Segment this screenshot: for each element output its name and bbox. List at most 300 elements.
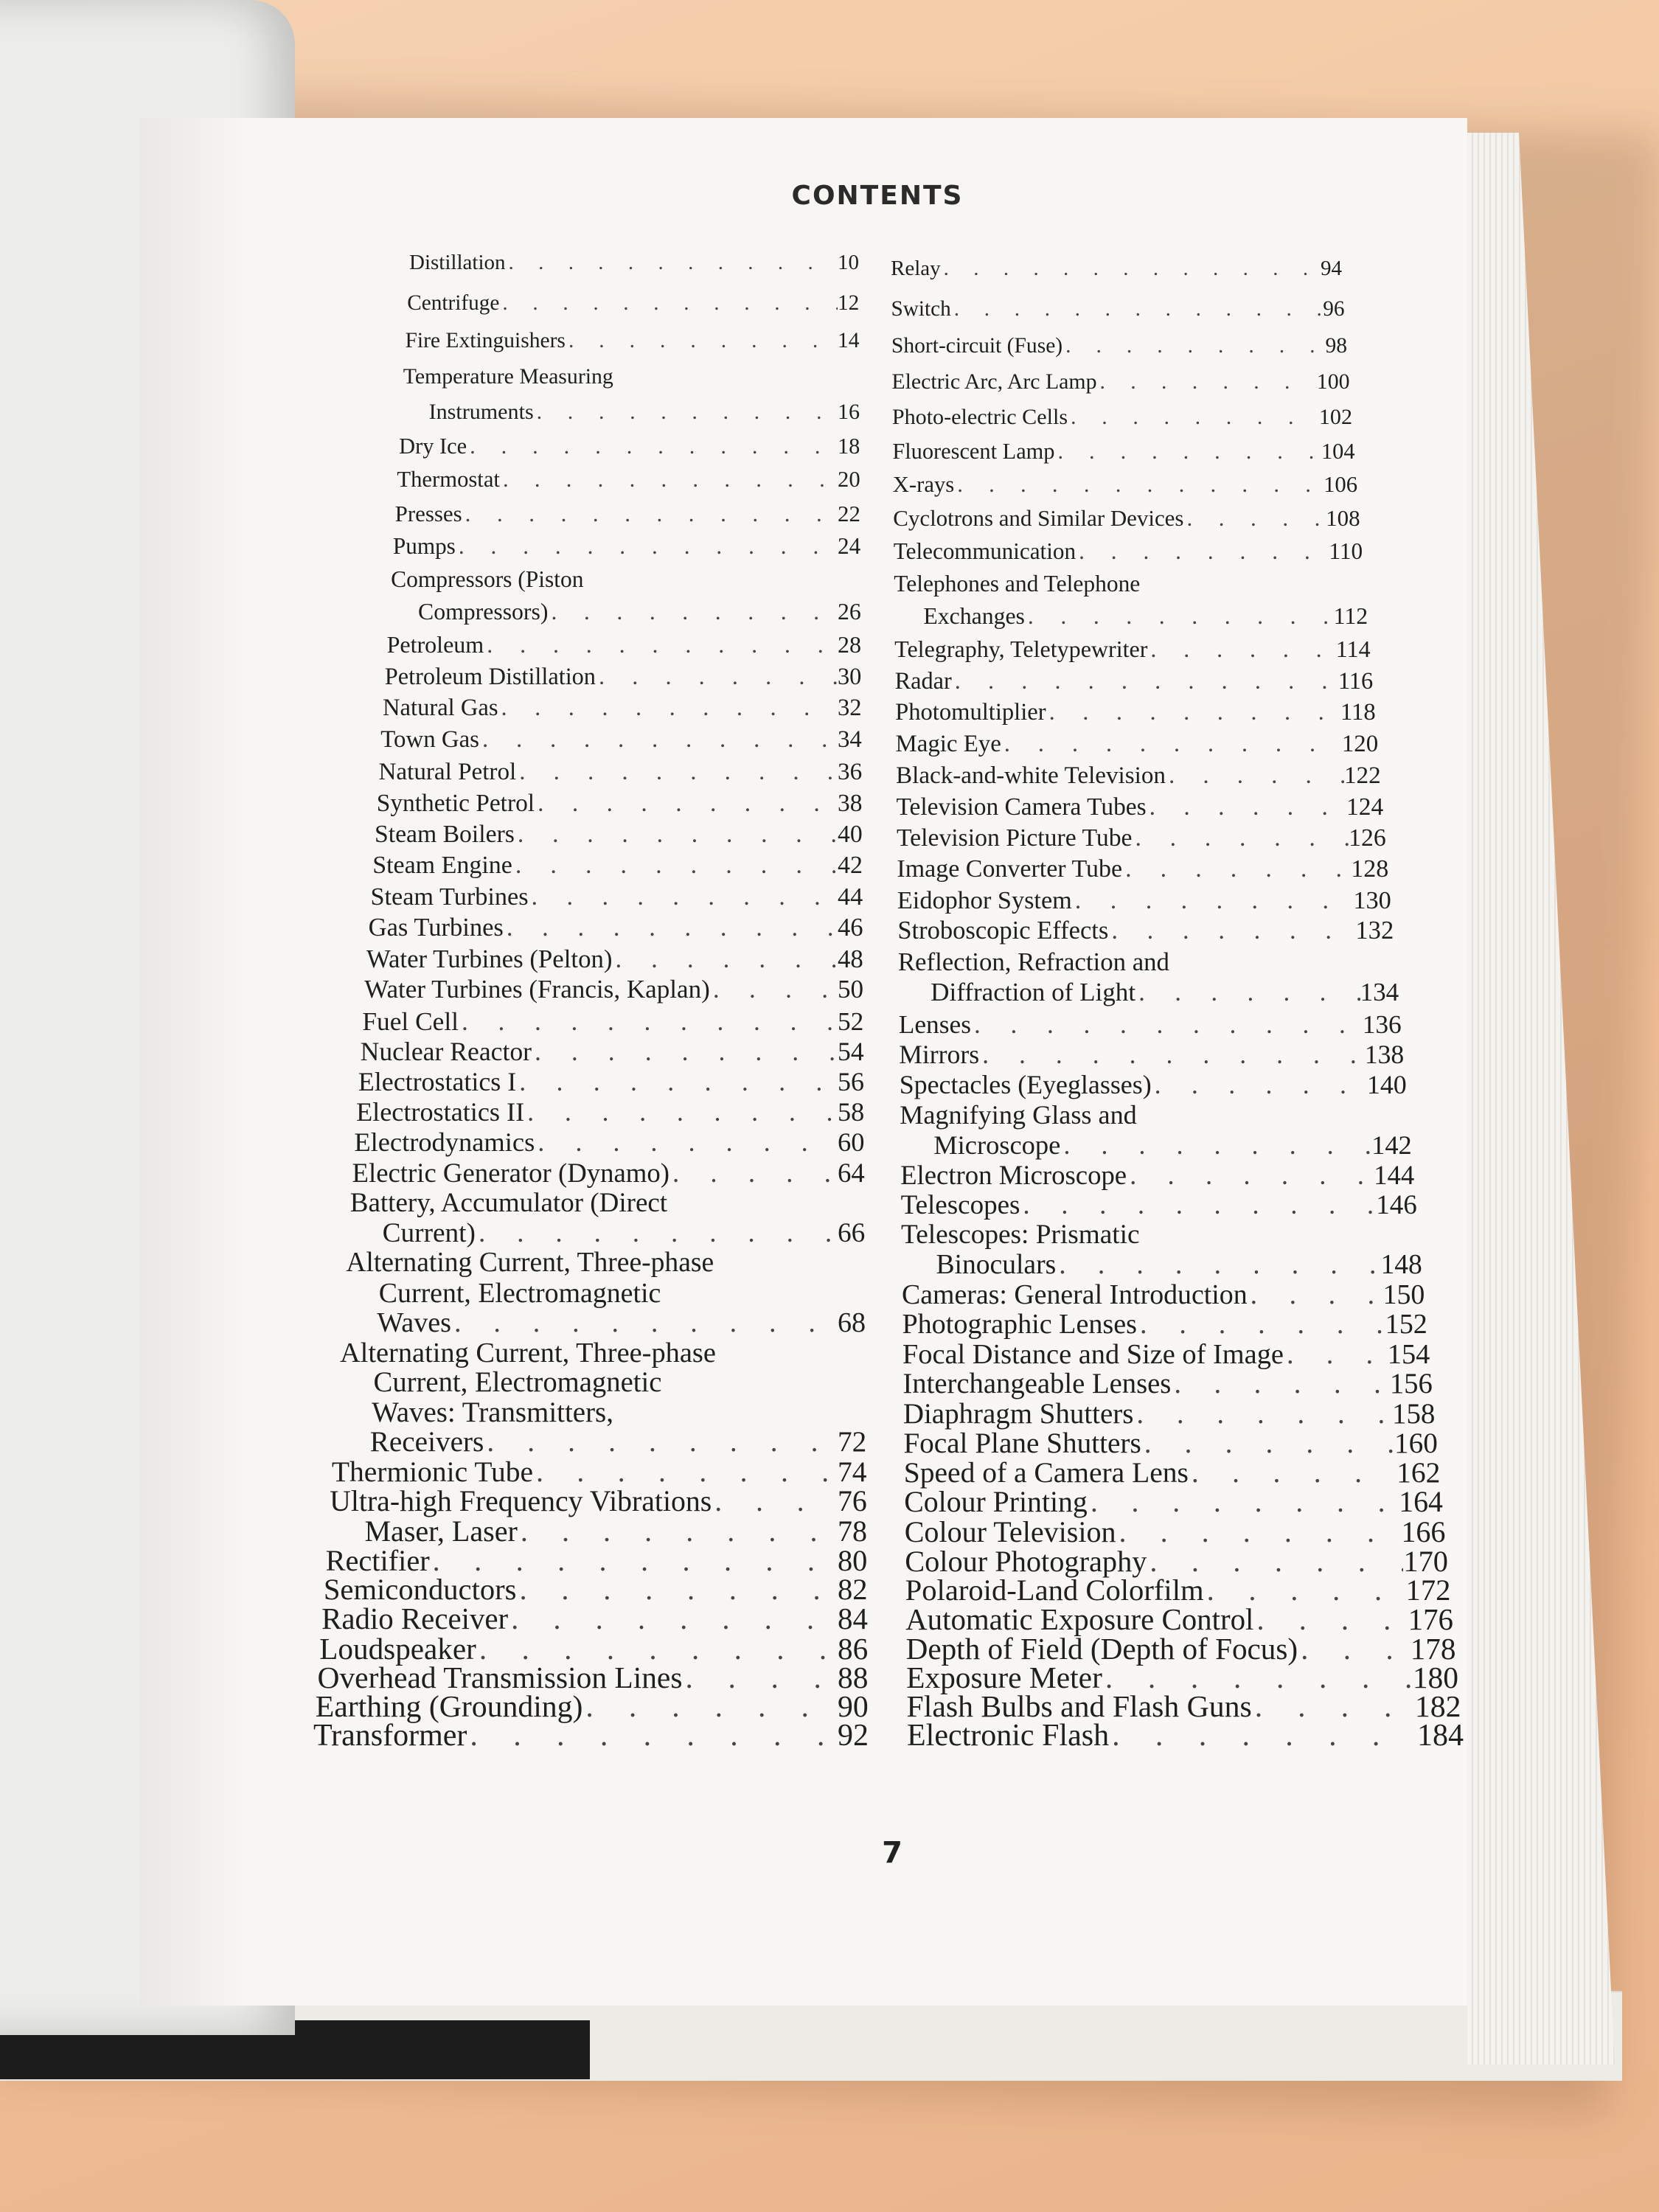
entry-page-number: 176	[1408, 1602, 1453, 1636]
entry-page-number: 16	[838, 399, 860, 425]
contents-entry	[891, 369, 1349, 394]
contents-entry	[898, 947, 1397, 977]
entry-page-number: 164	[1399, 1486, 1443, 1519]
entry-title: Focal Distance and Size of Image	[902, 1338, 1284, 1370]
entry-title: Overhead Transmission Lines	[317, 1660, 683, 1695]
contents-entry	[369, 914, 863, 942]
contents-entry	[891, 257, 1342, 281]
entry-title: Compressors)	[418, 598, 549, 625]
entry-title: Television Camera Tubes	[896, 793, 1147, 821]
dot-leader	[476, 1217, 838, 1249]
contents-entry	[397, 467, 860, 493]
contents-entry	[385, 663, 862, 690]
entry-page-number: 66	[838, 1217, 866, 1248]
entry-page-number: 156	[1389, 1368, 1433, 1399]
dot-leader	[479, 726, 838, 754]
entry-title: Presses	[394, 500, 462, 526]
page-number: 7	[882, 1836, 902, 1870]
entry-page-number: 160	[1394, 1427, 1438, 1459]
contents-entry	[936, 1249, 1422, 1281]
entry-title: Television Picture Tube	[896, 824, 1133, 852]
entry-page-number: 112	[1333, 602, 1368, 629]
entry-page-number: 12	[837, 291, 860, 316]
contents-entry	[892, 404, 1352, 430]
entry-title: Cyclotrons and Similar Devices	[893, 505, 1184, 532]
contents-entry	[370, 883, 863, 911]
contents-entry	[405, 329, 859, 353]
entry-page-number: 100	[1316, 369, 1350, 394]
entry-title: Distillation	[409, 251, 506, 274]
entry-title: Centrifuge	[407, 291, 500, 316]
entry-title: Fluorescent Lamp	[892, 438, 1055, 464]
entry-title: Waves	[377, 1307, 452, 1339]
dot-leader	[529, 883, 838, 911]
contents-entry	[902, 1279, 1425, 1311]
entry-title: Flash Bulbs and Flash Guns	[906, 1689, 1252, 1724]
contents-entry	[900, 1069, 1407, 1100]
entry-page-number: 184	[1417, 1719, 1464, 1753]
entry-title: Earthing (Grounding)	[315, 1689, 583, 1724]
entry-title: Photographic Lenses	[902, 1309, 1138, 1340]
entry-page-number: 52	[837, 1006, 864, 1036]
dot-leader	[1020, 1189, 1376, 1221]
entry-page-number: 96	[1323, 297, 1345, 321]
contents-entry	[383, 695, 862, 722]
contents-entry	[897, 824, 1386, 852]
contents-entry	[358, 1066, 864, 1097]
entry-title: Magic Eye	[895, 730, 1001, 757]
dot-leader	[462, 501, 838, 527]
dot-leader	[467, 434, 838, 459]
entry-title: Speed of a Camera Lens	[903, 1456, 1189, 1489]
entry-title: Colour Television	[904, 1514, 1116, 1548]
entry-page-number: 182	[1414, 1689, 1461, 1724]
dot-leader	[1171, 1368, 1390, 1400]
entry-page-number: 54	[838, 1037, 864, 1067]
dot-leader	[512, 852, 838, 880]
dot-leader	[1109, 1718, 1417, 1753]
entry-title: Relay	[891, 257, 941, 280]
contents-entry	[429, 399, 860, 425]
entry-page-number: 90	[838, 1689, 869, 1724]
entry-page-number: 46	[838, 914, 863, 942]
contents-entry	[902, 1338, 1430, 1371]
entry-title: Natural Petrol	[378, 757, 517, 785]
entry-page-number: 104	[1321, 438, 1355, 464]
entry-page-number: 98	[1325, 334, 1347, 358]
contents-entry	[377, 790, 863, 818]
entry-page-number: 114	[1335, 635, 1371, 662]
contents-entry	[362, 1006, 863, 1037]
dot-leader	[952, 667, 1338, 695]
entry-title: Electric Generator (Dynamo)	[352, 1158, 669, 1189]
entry-title: Natural Gas	[383, 695, 498, 722]
dot-leader	[971, 1009, 1363, 1040]
dot-leader	[1141, 1427, 1394, 1460]
entry-page-number: 26	[838, 598, 861, 625]
entry-title: Nuclear Reactor	[360, 1037, 532, 1067]
entry-title: Cameras: General Introduction	[901, 1279, 1248, 1311]
contents-entry	[409, 251, 859, 275]
dot-leader	[456, 533, 838, 560]
contents-entry	[375, 821, 863, 849]
contents-entry	[361, 1036, 864, 1067]
entry-page-number: 172	[1405, 1573, 1451, 1607]
contents-entry	[902, 1368, 1432, 1400]
entry-title: Radio Receiver	[321, 1602, 509, 1635]
contents-entry	[372, 1396, 866, 1429]
dot-leader	[1056, 1249, 1380, 1281]
dot-leader	[499, 291, 838, 316]
entry-page-number: 150	[1382, 1279, 1425, 1311]
entry-title: Magnifying Glass and	[900, 1099, 1137, 1130]
contents-entry	[356, 1096, 864, 1127]
contents-entry	[895, 699, 1376, 726]
entry-title: X-rays	[892, 472, 955, 498]
entry-page-number: 180	[1412, 1660, 1458, 1695]
entry-title: Rectifier	[325, 1543, 430, 1577]
contents-entry	[377, 1307, 866, 1339]
entry-title: Stroboscopic Effects	[897, 917, 1109, 945]
entry-page-number: 50	[837, 975, 864, 1004]
entry-title: Focal Plane Shutters	[903, 1427, 1141, 1459]
dot-leader	[516, 758, 838, 786]
entry-page-number: 152	[1385, 1309, 1427, 1340]
entry-title: Telescopes: Prismatic	[901, 1220, 1140, 1251]
contents-entry	[933, 1130, 1412, 1161]
dot-leader	[504, 914, 838, 942]
entry-page-number: 32	[838, 695, 862, 722]
entry-title: Gas Turbines	[368, 914, 504, 942]
entry-page-number: 170	[1403, 1544, 1448, 1578]
dot-leader	[535, 1127, 838, 1158]
entry-title: Microscope	[933, 1130, 1061, 1160]
entry-page-number: 48	[838, 944, 863, 973]
contents-entry	[900, 1159, 1414, 1191]
entry-title: Water Turbines (Pelton)	[366, 944, 613, 973]
contents-entry	[923, 603, 1368, 630]
contents-entry	[897, 886, 1391, 915]
contents-entry	[391, 566, 860, 593]
entry-title: Compressors (Piston	[391, 566, 584, 592]
entry-title: Receivers	[369, 1426, 484, 1458]
contents-entry	[901, 1219, 1419, 1251]
contents-entry	[896, 793, 1383, 821]
entry-title: Telecommunication	[893, 538, 1077, 564]
contents-entry	[895, 667, 1374, 695]
entry-title: Electric Arc, Arc Lamp	[891, 369, 1097, 394]
entry-page-number: 122	[1343, 762, 1381, 790]
contents-entry	[393, 533, 860, 560]
entry-page-number: 140	[1366, 1069, 1407, 1099]
entry-page-number: 154	[1387, 1338, 1430, 1370]
dot-leader	[1076, 538, 1329, 565]
entry-title: Photo-electric Cells	[891, 404, 1068, 430]
entry-title: Town Gas	[380, 726, 479, 754]
dot-leader	[1133, 824, 1349, 852]
dot-leader	[532, 1036, 838, 1067]
entry-title: Electrodynamics	[354, 1127, 535, 1158]
contents-entry	[897, 917, 1394, 945]
entry-title: Current, Electromagnetic	[373, 1366, 662, 1398]
entry-title: Exchanges	[923, 602, 1025, 629]
entry-title: Water Turbines (Francis, Kaplan)	[364, 975, 710, 1004]
dot-leader	[710, 975, 838, 1004]
entry-page-number: 148	[1380, 1249, 1422, 1280]
dot-leader	[1183, 505, 1326, 532]
entry-page-number: 120	[1341, 730, 1379, 757]
entry-title: Petroleum	[386, 630, 484, 658]
entry-title: Steam Engine	[372, 852, 512, 880]
contents-entry	[896, 762, 1381, 790]
dot-leader	[1108, 917, 1355, 945]
contents-entry	[383, 1217, 866, 1249]
entry-page-number: 106	[1324, 472, 1358, 498]
entry-page-number: 158	[1391, 1397, 1436, 1430]
entry-page-number: 18	[837, 433, 860, 459]
dot-leader	[1001, 731, 1342, 758]
dot-leader	[506, 251, 838, 275]
entry-title: Dry Ice	[399, 433, 467, 459]
entry-page-number: 110	[1329, 538, 1363, 564]
entry-title: Interchangeable Lenses	[902, 1368, 1172, 1399]
contents-entry	[403, 364, 860, 389]
dot-leader	[1046, 699, 1340, 726]
entry-title: Mirrors	[899, 1039, 980, 1069]
entry-page-number: 144	[1374, 1160, 1415, 1191]
entry-page-number: 128	[1351, 855, 1389, 883]
entry-page-number: 24	[837, 533, 861, 560]
entry-page-number: 142	[1371, 1130, 1412, 1160]
entry-page-number: 10	[838, 251, 859, 274]
entry-title: Electrostatics I	[358, 1067, 517, 1097]
entry-page-number: 94	[1321, 257, 1342, 280]
dot-leader	[1152, 1069, 1367, 1100]
dot-leader	[500, 467, 838, 493]
entry-page-number: 20	[838, 467, 860, 493]
contents-entry	[896, 731, 1379, 758]
entry-page-number: 86	[838, 1631, 869, 1666]
entry-title: Ultra-high Frequency Vibrations	[330, 1484, 712, 1517]
dot-leader	[1062, 334, 1325, 358]
entry-page-number: 82	[838, 1573, 868, 1607]
dot-leader	[535, 790, 838, 818]
dot-leader	[1137, 1308, 1385, 1340]
entry-page-number: 92	[838, 1719, 869, 1753]
entry-page-number: 36	[838, 757, 863, 785]
contents-entry	[907, 1718, 1464, 1753]
contents-entry	[931, 978, 1399, 1007]
contents-entry	[379, 1277, 866, 1310]
dot-leader	[1166, 762, 1344, 790]
entry-page-number: 84	[838, 1602, 868, 1635]
entry-title: Depth of Field (Depth of Focus)	[905, 1632, 1298, 1666]
contents-entry	[894, 636, 1370, 663]
contents-entry	[897, 855, 1388, 883]
contents-entry	[893, 472, 1357, 498]
entry-page-number: 126	[1349, 824, 1386, 852]
entry-page-number: 58	[837, 1097, 865, 1127]
dot-leader	[979, 1039, 1365, 1070]
entry-title: Fuel Cell	[362, 1006, 459, 1036]
contents-entry	[374, 1366, 866, 1399]
dot-leader	[1147, 793, 1346, 821]
entry-page-number: 130	[1353, 886, 1391, 914]
dot-leader	[1097, 369, 1317, 394]
entry-page-number: 166	[1401, 1514, 1446, 1548]
entry-page-number: 134	[1360, 978, 1399, 1007]
dot-leader	[534, 399, 838, 425]
entry-page-number: 138	[1364, 1039, 1405, 1069]
entry-page-number: 136	[1362, 1009, 1402, 1039]
contents-entry	[894, 538, 1363, 565]
dot-leader	[1147, 636, 1335, 663]
entry-title: Thermostat	[397, 467, 500, 493]
dot-leader	[612, 945, 838, 974]
entry-page-number: 116	[1338, 667, 1374, 694]
contents-entry	[902, 1308, 1427, 1340]
entry-title: Temperature Measuring	[403, 364, 613, 389]
entry-page-number: 40	[838, 820, 863, 848]
entry-page-number: 146	[1376, 1189, 1417, 1220]
dot-leader	[451, 1307, 838, 1339]
contents-entry	[366, 945, 863, 974]
contents-entry	[894, 571, 1365, 597]
contents-entry	[370, 1425, 867, 1458]
entry-page-number: 34	[838, 726, 862, 754]
dot-leader	[951, 297, 1323, 321]
entry-title: Switch	[891, 297, 951, 321]
entry-title: Battery, Accumulator (Direct	[349, 1188, 668, 1219]
page-title: CONTENTS	[791, 181, 964, 211]
entry-title: Colour Photography	[905, 1544, 1147, 1578]
entry-title: Telescopes	[900, 1189, 1020, 1220]
entry-title: Black-and-white Television	[896, 762, 1166, 790]
entry-title: Instruments	[428, 399, 534, 425]
entry-page-number: 124	[1346, 793, 1384, 821]
entry-page-number: 42	[838, 852, 863, 880]
entry-page-number: 30	[838, 663, 862, 690]
contents-entry	[350, 1187, 865, 1219]
dot-leader	[669, 1157, 838, 1189]
entry-title: Fire Extinguishers	[405, 328, 566, 352]
entry-page-number: 64	[838, 1158, 865, 1189]
entry-page-number: 102	[1318, 404, 1353, 430]
entry-page-number: 108	[1326, 505, 1360, 532]
entry-title: Telegraphy, Teletypewriter	[894, 635, 1148, 662]
contents-entry	[399, 434, 860, 459]
dot-leader	[1055, 439, 1321, 465]
contents-entry	[900, 1099, 1409, 1130]
contents-entry	[903, 1397, 1436, 1430]
contents-entry	[372, 852, 863, 880]
dot-leader	[548, 599, 838, 625]
entry-page-number: 68	[838, 1307, 866, 1339]
entry-title: Steam Turbines	[370, 883, 529, 911]
entry-title: Exposure Meter	[906, 1660, 1102, 1695]
dot-leader	[566, 329, 838, 353]
contents-entry	[395, 501, 860, 527]
entry-title: Synthetic Petrol	[376, 789, 535, 817]
entry-title: Reflection, Refraction and	[897, 947, 1169, 976]
contents-entry	[354, 1127, 864, 1158]
entry-title: Thermionic Tube	[331, 1455, 534, 1489]
contents-entry	[899, 1039, 1404, 1070]
contents-entry	[899, 1009, 1402, 1040]
entry-title: Maser, Laser	[364, 1514, 518, 1548]
entry-title: Electronic Flash	[907, 1719, 1110, 1753]
dot-leader	[484, 631, 838, 658]
entry-title: Current, Electromagnetic	[378, 1277, 661, 1309]
entry-page-number: 60	[838, 1127, 865, 1158]
entry-title: Lenses	[898, 1009, 971, 1039]
entry-title: Radar	[894, 667, 952, 694]
dot-leader	[498, 695, 838, 722]
entry-page-number: 178	[1410, 1632, 1456, 1666]
dot-leader	[1068, 404, 1319, 430]
contents-entry	[346, 1247, 865, 1279]
entry-title: Spectacles (Eyeglasses)	[899, 1069, 1152, 1099]
entry-title: Diaphragm Shutters	[902, 1397, 1134, 1430]
contents-entry	[387, 631, 861, 658]
entry-title: Alternating Current, Three-phase	[346, 1248, 714, 1279]
entry-title: Pumps	[392, 533, 456, 560]
entry-title: Waves: Transmitters,	[372, 1396, 613, 1428]
entry-title: Short-circuit (Fuse)	[891, 334, 1063, 358]
dot-leader	[1248, 1279, 1383, 1311]
entry-title: Alternating Current, Three-phase	[339, 1337, 716, 1368]
contents-entry	[340, 1337, 866, 1369]
contents-entry	[903, 1427, 1438, 1460]
contents-entry	[379, 758, 863, 786]
entry-title: Polaroid-Land Colorfilm	[905, 1573, 1204, 1607]
entry-title: Telephones and Telephone	[894, 571, 1141, 597]
dot-leader	[1025, 603, 1334, 630]
entry-title: Loudspeaker	[319, 1631, 476, 1666]
dot-leader	[515, 821, 838, 849]
dot-leader	[954, 472, 1324, 498]
entry-title: Steam Boilers	[374, 820, 515, 848]
contents-entry	[313, 1718, 869, 1753]
contents-entry	[418, 599, 861, 625]
dot-leader	[467, 1718, 838, 1753]
entry-title: Photomultiplier	[895, 698, 1046, 726]
dot-leader	[1072, 886, 1354, 915]
entry-page-number: 162	[1397, 1456, 1441, 1489]
entry-title: Colour Printing	[904, 1486, 1088, 1519]
entry-title: Diffraction of Light	[931, 978, 1136, 1007]
entry-title: Transformer	[313, 1719, 467, 1753]
entry-page-number: 76	[838, 1484, 867, 1517]
dot-leader	[941, 257, 1321, 281]
contents-entry	[891, 297, 1344, 321]
entry-title: Automatic Exposure Control	[905, 1602, 1254, 1636]
dot-leader	[1060, 1130, 1371, 1161]
entry-page-number: 22	[838, 500, 860, 526]
entry-page-number: 132	[1355, 917, 1394, 945]
dot-leader	[459, 1006, 838, 1037]
entry-title: Electrostatics II	[356, 1097, 525, 1127]
contents-entry	[352, 1157, 865, 1189]
contents-entry	[901, 1189, 1417, 1221]
dot-leader	[1135, 978, 1360, 1007]
entry-title: Current)	[382, 1217, 476, 1248]
entry-title: Image Converter Tube	[897, 855, 1123, 883]
contents-entry	[891, 334, 1347, 358]
entry-title: Eidophor System	[897, 886, 1072, 914]
contents-entry	[364, 975, 863, 1004]
entry-page-number: 44	[837, 883, 863, 911]
